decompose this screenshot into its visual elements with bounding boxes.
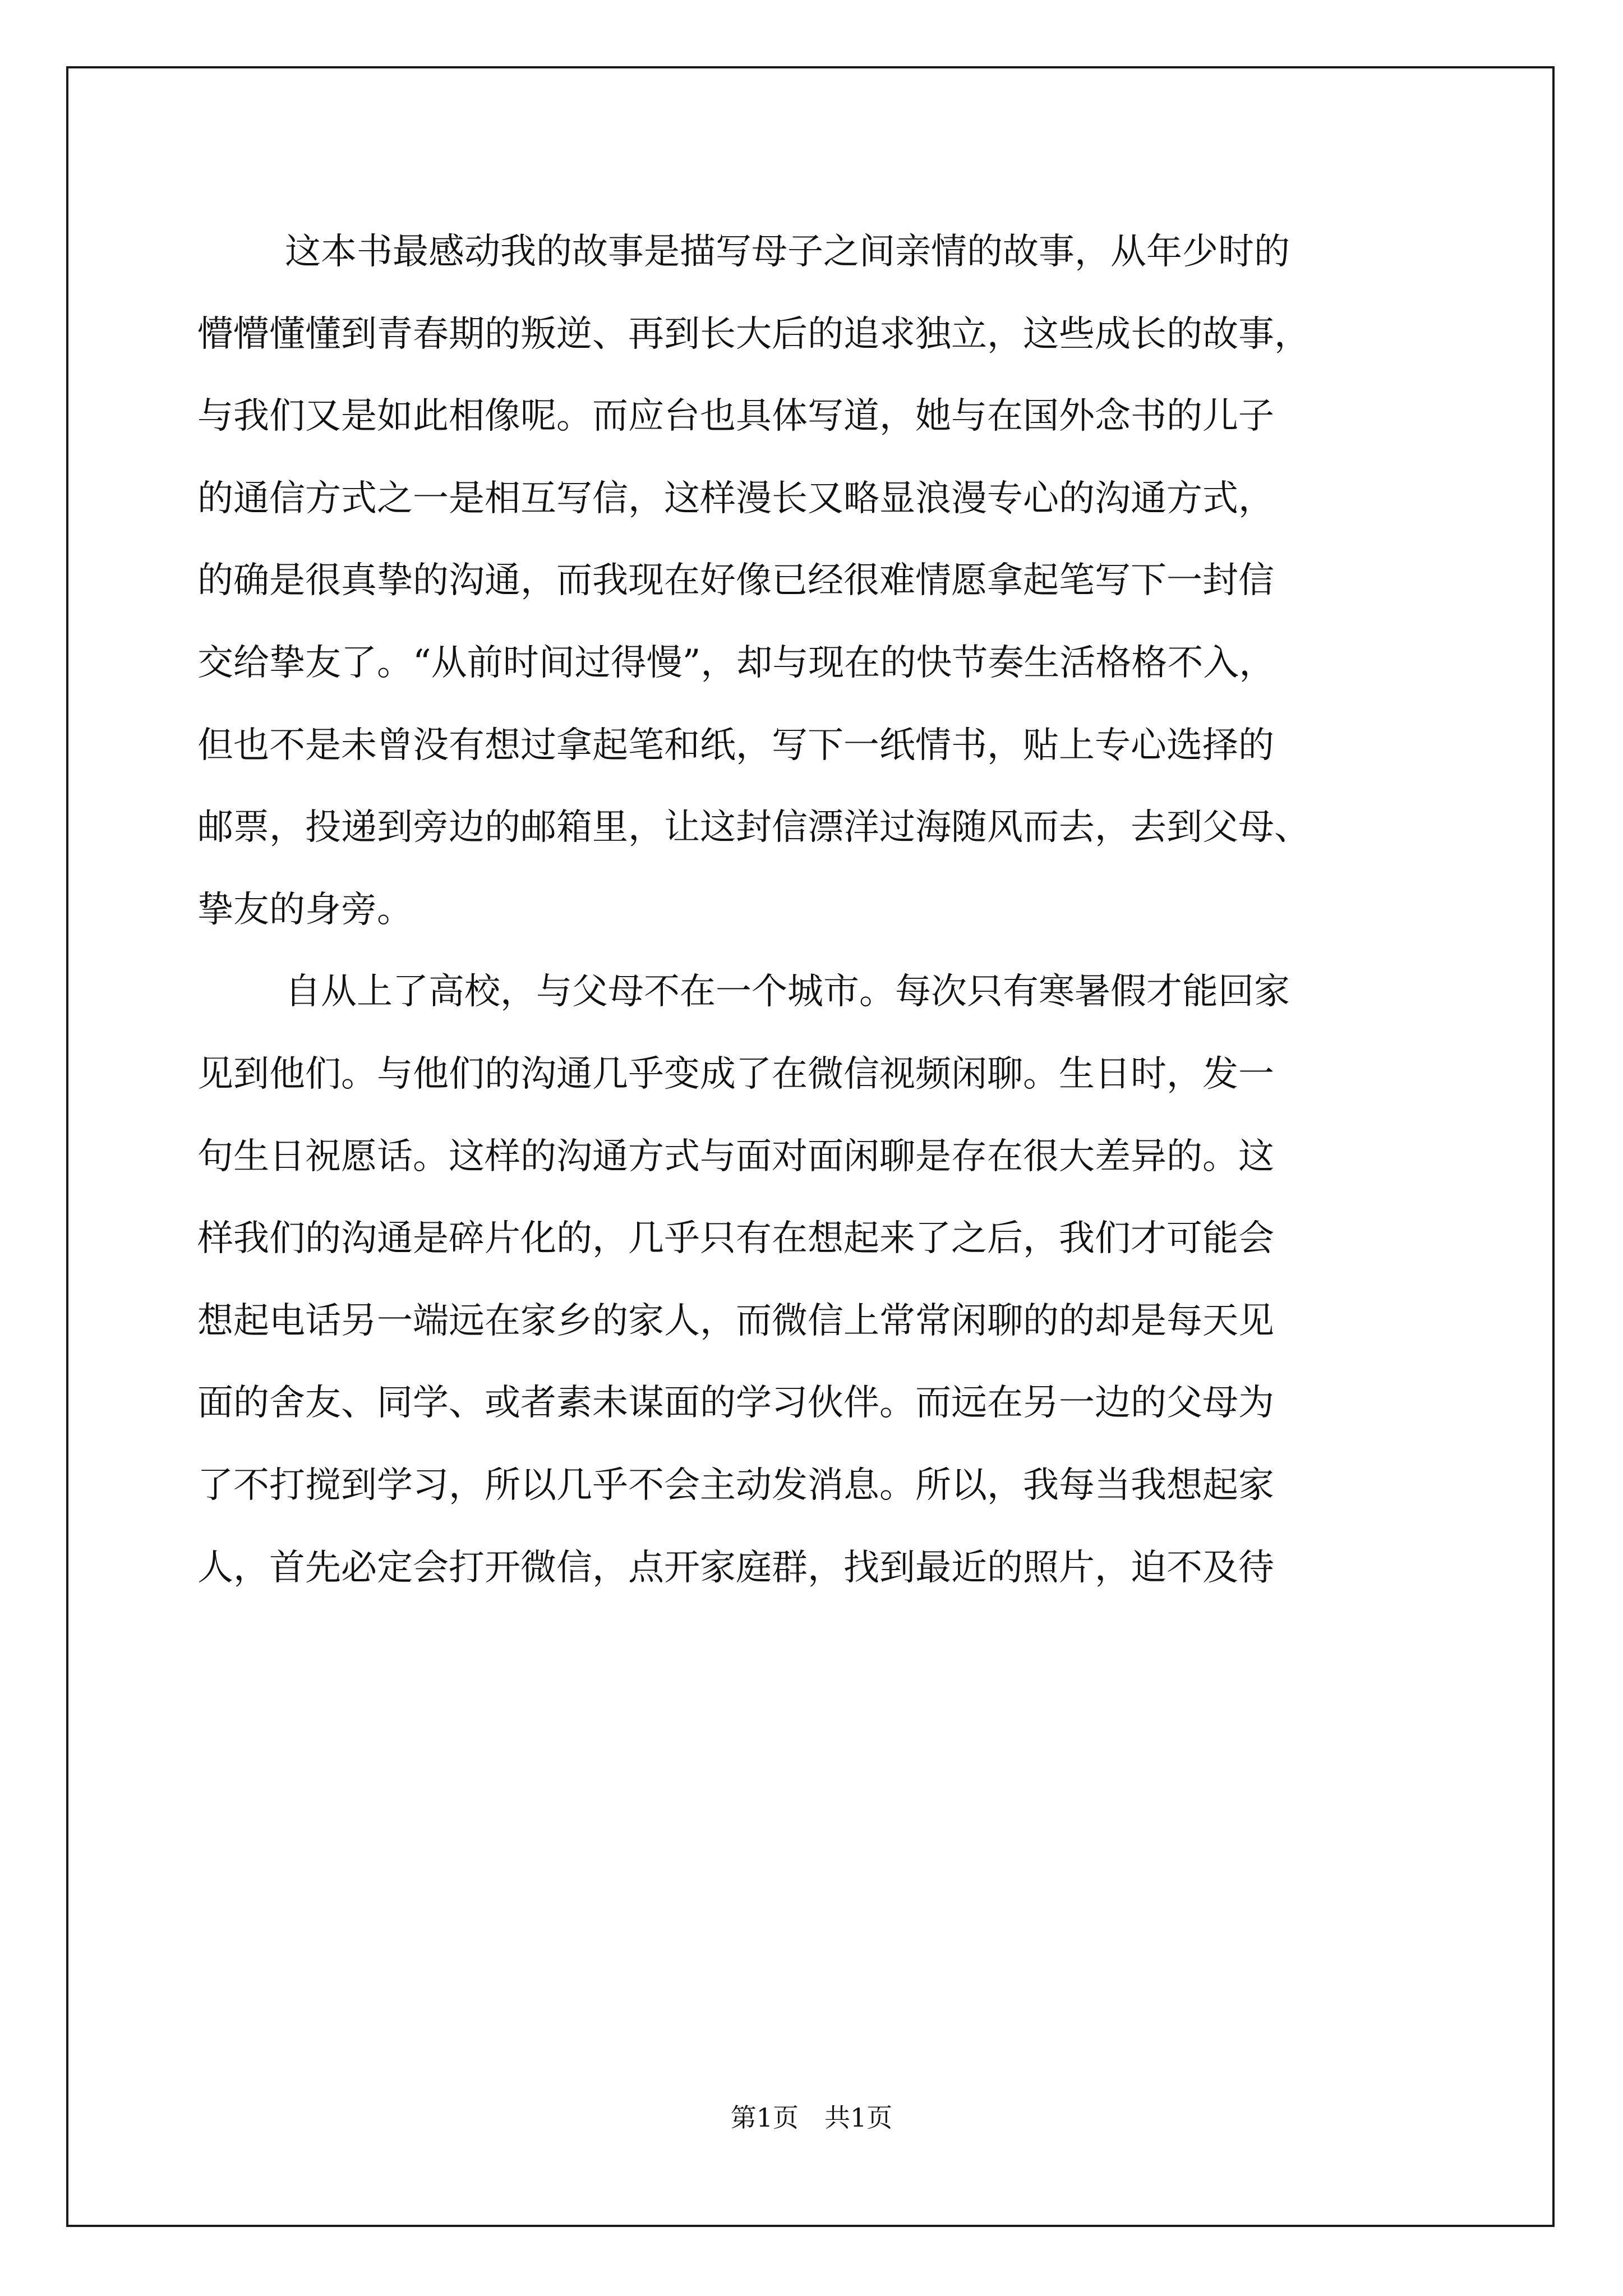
document-body: [197, 211, 1431, 1609]
text-line: 样我们的沟通是碎片化的，几乎只有在想起来了之后，我们才可能会: [197, 1218, 1274, 1260]
text-line: 的确是很真挚的沟通，而我现在好像已经很难情愿拿起笔写下一封信: [197, 560, 1274, 602]
page-footer: [0, 2101, 1623, 2134]
text-line: 想起电话另一端远在家乡的家人，而微信上常常闲聊的的却是每天见: [197, 1300, 1274, 1342]
text-line: 见到他们。与他们的沟通几乎变成了在微信视频闲聊。生日时，发一: [197, 1053, 1274, 1095]
text-line: 人，首先必定会打开微信，点开家庭群，找到最近的照片，迫不及待: [197, 1547, 1274, 1589]
text-line: 句生日祝愿话。这样的沟通方式与面对面闲聊是存在很大差异的。这: [197, 1135, 1274, 1177]
text-line: 自从上了高校，与父母不在一个城市。每次只有寒暑假才能回家: [285, 971, 1290, 1013]
text-line: 懵懵懂懂到青春期的叛逆、再到长大后的追求独立，这些成长的故事，: [197, 313, 1310, 355]
text-line: 交给挚友了。“从前时间过得慢”，却与现在的快节奏生活格格不入，: [197, 642, 1275, 684]
text-line: 的通信方式之一是相互写信，这样漫长又略显浪漫专心的沟通方式，: [197, 477, 1274, 519]
text-line: 面的舍友、同学、或者素未谋面的学习伙伴。而远在另一边的父母为: [197, 1382, 1274, 1424]
page-number: 第1页: [730, 2102, 799, 2133]
text-line: 邮票，投递到旁边的邮箱里，让这封信漂洋过海随风而去，去到父母、: [197, 807, 1310, 849]
text-line: 了不打搅到学习，所以几乎不会主动发消息。所以，我每当我想起家: [197, 1464, 1274, 1506]
page-total: 共1页: [824, 2102, 893, 2133]
text-line: 这本书最感动我的故事是描写母子之间亲情的故事，从年少时的: [285, 231, 1290, 273]
text-line: 挚友的身旁。: [197, 889, 413, 931]
text-line: 与我们又是如此相像呢。而应台也具体写道，她与在国外念书的儿子: [197, 395, 1274, 438]
text-line: 但也不是未曾没有想过拿起笔和纸，写下一纸情书，贴上专心选择的: [197, 724, 1274, 766]
